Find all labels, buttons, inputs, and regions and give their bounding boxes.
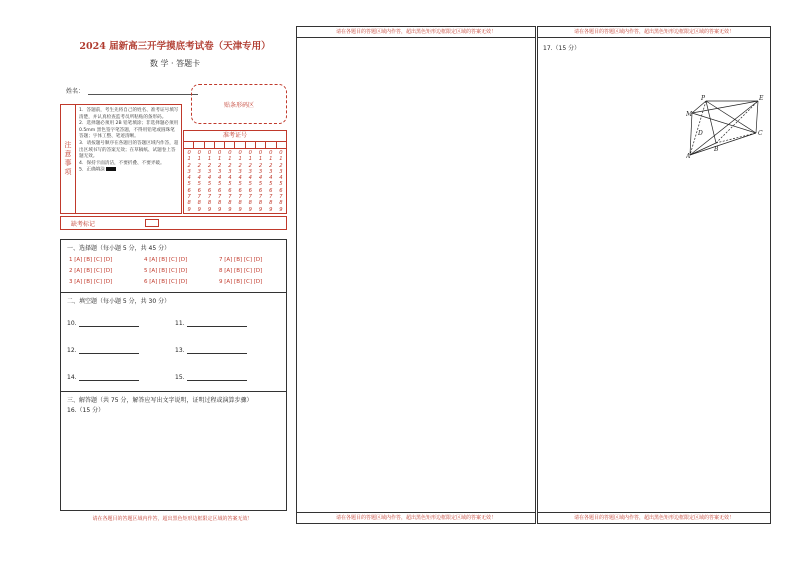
mc-question[interactable]: 6 [A] [B] [C] [D] — [144, 279, 188, 285]
digit-bubble[interactable]: 4 — [248, 175, 252, 182]
digit-bubble[interactable]: 3 — [269, 168, 273, 175]
digit-bubble[interactable]: 6 — [279, 187, 283, 194]
digit-bubble[interactable]: 9 — [218, 206, 222, 213]
digit-bubble[interactable]: 0 — [218, 150, 222, 156]
mc-question[interactable]: 5 [A] [B] [C] [D] — [144, 268, 188, 274]
digit-bubble[interactable]: 4 — [269, 175, 273, 182]
digit-bubble[interactable]: 4 — [279, 175, 283, 182]
section-choice-title: 一、选择题（每小题 5 分，共 45 分） — [67, 245, 171, 252]
digit-bubble[interactable]: 6 — [197, 187, 201, 194]
digit-bubble[interactable]: 0 — [228, 150, 232, 156]
digit-bubble[interactable]: 7 — [197, 194, 201, 201]
digit-bubble[interactable]: 3 — [258, 168, 263, 175]
exam-number-column[interactable] — [266, 150, 276, 213]
digit-bubble[interactable]: 1 — [218, 156, 222, 163]
section-solution[interactable] — [60, 391, 287, 511]
absent-mark-row — [60, 216, 287, 230]
digit-bubble[interactable]: 5 — [248, 181, 252, 188]
digit-bubble[interactable]: 2 — [218, 162, 222, 169]
barcode-label: 贴条形码区 — [223, 101, 254, 109]
digit-bubble[interactable]: 2 — [238, 162, 242, 169]
fill-number: 12. — [67, 347, 77, 354]
fill-question-10[interactable] — [67, 320, 139, 327]
digit-bubble[interactable]: 1 — [269, 156, 273, 163]
digit-bubble[interactable]: 6 — [207, 187, 212, 194]
digit-bubble[interactable]: 6 — [258, 187, 263, 194]
digit-bubble[interactable]: 4 — [258, 175, 263, 182]
digit-bubble[interactable]: 8 — [238, 200, 242, 207]
digit-bubble[interactable]: 1 — [207, 156, 212, 163]
digit-bubble[interactable]: 6 — [238, 187, 242, 194]
exam-number-write-boxes[interactable] — [184, 141, 286, 149]
fill-number: 13. — [175, 347, 185, 354]
digit-bubble[interactable]: 7 — [218, 194, 222, 201]
digit-bubble[interactable]: 4 — [207, 175, 212, 182]
digit-bubble[interactable]: 5 — [218, 181, 222, 188]
exam-number-column[interactable] — [194, 150, 204, 213]
note-item: 1．答题前，考生先将自己的姓名、准考证号填写清楚，并认真检查监考员所粘贴的条形码。 — [79, 108, 179, 120]
panel-banner-bottom: 请在各题目的答题区域内作答，超出黑色矩形边框限定区域的答案无效！ — [297, 512, 535, 523]
digit-bubble[interactable]: 8 — [258, 200, 263, 207]
digit-bubble[interactable]: 3 — [228, 168, 232, 175]
exam-number-column[interactable] — [184, 150, 194, 213]
digit-bubble[interactable]: 3 — [197, 168, 201, 175]
digit-bubble[interactable]: 7 — [258, 194, 263, 201]
digit-bubble[interactable]: 7 — [228, 194, 232, 201]
note-item: 2．选择题必须用 2B 铅笔填涂；非选择题必须用 0.5mm 黑色签字笔答题，不得用铅笔或圆珠笔答题；字体工整、笔迹清晰。 — [79, 121, 179, 140]
digit-bubble[interactable]: 7 — [207, 194, 212, 201]
digit-bubble[interactable]: 4 — [238, 175, 242, 182]
digit-bubble[interactable]: 3 — [238, 168, 242, 175]
point-label: P — [701, 95, 706, 102]
digit-bubble[interactable]: 7 — [269, 194, 273, 201]
fill-number: 10. — [67, 320, 77, 327]
digit-bubble[interactable]: 9 — [238, 206, 242, 213]
digit-bubble[interactable]: 7 — [187, 194, 191, 201]
point-label: M — [686, 111, 693, 118]
mc-question[interactable]: 1 [A] [B] [C] [D] — [69, 257, 113, 263]
barcode-area — [191, 84, 287, 124]
name-field[interactable] — [88, 88, 198, 95]
digit-bubble[interactable]: 0 — [269, 150, 273, 156]
digit-bubble[interactable]: 2 — [197, 162, 201, 169]
notes-box — [60, 104, 182, 214]
mc-question[interactable]: 8 [A] [B] [C] [D] — [219, 268, 263, 274]
mc-question[interactable]: 7 [A] [B] [C] [D] — [219, 257, 263, 263]
panel-banner-bottom: 请在各题目的答题区域内作答，超出黑色矩形边框限定区域的答案无效！ — [538, 512, 770, 523]
digit-bubble[interactable]: 6 — [269, 187, 273, 194]
digit-bubble[interactable]: 7 — [238, 194, 242, 201]
mc-question[interactable]: 4 [A] [B] [C] [D] — [144, 257, 188, 263]
notes-list — [79, 108, 179, 174]
digit-bubble[interactable]: 1 — [197, 156, 201, 163]
section-fill — [60, 292, 287, 392]
exam-number-column[interactable] — [255, 150, 265, 213]
fill-question-11[interactable] — [175, 320, 247, 327]
digit-bubble[interactable]: 6 — [248, 187, 252, 194]
digit-bubble[interactable]: 2 — [228, 162, 232, 169]
digit-bubble[interactable]: 8 — [228, 200, 232, 207]
digit-bubble[interactable]: 6 — [228, 187, 232, 194]
digit-bubble[interactable]: 8 — [279, 200, 283, 207]
exam-number-column[interactable] — [235, 150, 245, 213]
digit-bubble[interactable]: 7 — [248, 194, 252, 201]
footer-banner-left: 请在各题目的答题区域内作答，超出黑色矩形边框限定区域的答案无效！ — [92, 516, 253, 522]
digit-bubble[interactable]: 0 — [187, 150, 191, 156]
digit-bubble[interactable]: 9 — [187, 206, 191, 213]
note-item: 5．正确填涂 — [79, 167, 105, 173]
page-title: 2024 届新高三开学摸底考试卷（天津专用） — [79, 41, 271, 52]
digit-bubble[interactable]: 5 — [279, 181, 283, 188]
digit-bubble[interactable]: 1 — [228, 156, 232, 163]
digit-bubble[interactable]: 3 — [187, 168, 191, 175]
exam-number-column[interactable] — [276, 150, 286, 213]
notes-heading: 注意事项 — [61, 105, 76, 213]
digit-bubble[interactable]: 4 — [187, 175, 191, 182]
name-label: 姓名： — [66, 88, 85, 95]
digit-bubble[interactable]: 5 — [269, 181, 273, 188]
digit-bubble[interactable]: 1 — [187, 156, 191, 163]
digit-bubble[interactable]: 0 — [238, 150, 242, 156]
exam-number-column[interactable] — [204, 150, 214, 213]
digit-bubble[interactable]: 7 — [279, 194, 283, 201]
fill-number: 15. — [175, 374, 185, 381]
fill-question-14[interactable] — [67, 374, 139, 381]
panel-banner-top: 请在各题目的答题区域内作答，超出黑色矩形边框限定区域的答案无效！ — [538, 27, 770, 38]
digit-bubble[interactable]: 9 — [228, 206, 232, 213]
point-label: B — [714, 146, 719, 153]
exam-number-bubbles[interactable] — [184, 150, 286, 213]
digit-bubble[interactable]: 2 — [248, 162, 252, 169]
digit-bubble[interactable]: 5 — [228, 181, 232, 188]
panel-banner-top: 请在各题目的答题区域内作答，超出黑色矩形边框限定区域的答案无效！ — [297, 27, 535, 38]
fill-question-15[interactable] — [175, 374, 247, 381]
q16-label: 16.（15 分） — [67, 407, 105, 414]
digit-bubble[interactable]: 1 — [248, 156, 252, 163]
mc-question[interactable]: 3 [A] [B] [C] [D] — [69, 279, 113, 285]
digit-bubble[interactable]: 5 — [187, 181, 191, 188]
digit-bubble[interactable]: 0 — [279, 150, 283, 156]
digit-bubble[interactable]: 1 — [279, 156, 283, 163]
section-solution-title: 三、解答题（共 75 分，解答应写出文字说明，证明过程或演算步骤） — [67, 397, 253, 404]
exam-number-heading: 准考证号 — [184, 131, 286, 142]
digit-bubble[interactable]: 2 — [187, 162, 191, 169]
digit-bubble[interactable]: 4 — [228, 175, 232, 182]
digit-bubble[interactable]: 2 — [269, 162, 273, 169]
digit-bubble[interactable]: 8 — [269, 200, 273, 207]
digit-bubble[interactable]: 5 — [207, 181, 212, 188]
fill-sample-mark — [106, 167, 116, 171]
digit-bubble[interactable]: 5 — [197, 181, 201, 188]
digit-bubble[interactable]: 9 — [258, 206, 263, 213]
answer-panel-middle[interactable] — [296, 26, 536, 524]
section-choice — [60, 239, 287, 293]
digit-bubble[interactable]: 9 — [269, 206, 273, 213]
q17-label: 17.（15 分） — [543, 45, 581, 52]
point-label: C — [758, 130, 763, 137]
section-fill-title: 二、填空题（每小题 5 分，共 30 分） — [67, 298, 171, 305]
digit-bubble[interactable]: 1 — [238, 156, 242, 163]
point-label: A — [686, 153, 691, 159]
digit-bubble[interactable]: 2 — [258, 162, 263, 169]
digit-bubble[interactable]: 8 — [197, 200, 201, 207]
point-label: E — [759, 95, 764, 102]
fill-number: 14. — [67, 374, 77, 381]
page-subtitle: 数 学 · 答题卡 — [149, 59, 201, 68]
name-row — [66, 86, 198, 95]
digit-bubble[interactable]: 8 — [248, 200, 252, 207]
geometry-figure — [686, 67, 766, 159]
digit-bubble[interactable]: 9 — [279, 206, 283, 213]
digit-bubble[interactable]: 3 — [207, 168, 212, 175]
digit-bubble[interactable]: 3 — [218, 168, 222, 175]
fill-number: 11. — [175, 320, 185, 327]
point-label: D — [698, 130, 703, 137]
exam-number-column[interactable] — [215, 150, 225, 213]
absent-checkbox[interactable] — [145, 219, 159, 227]
answer-panel-right[interactable] — [537, 26, 771, 524]
digit-bubble[interactable]: 4 — [218, 175, 222, 182]
digit-bubble[interactable]: 0 — [258, 150, 263, 156]
digit-bubble[interactable]: 8 — [187, 200, 191, 207]
digit-bubble[interactable]: 9 — [248, 206, 252, 213]
note-item-with-sample — [79, 167, 179, 174]
mc-question[interactable]: 2 [A] [B] [C] [D] — [69, 268, 113, 274]
fill-question-13[interactable] — [175, 347, 247, 354]
digit-bubble[interactable]: 3 — [248, 168, 252, 175]
digit-bubble[interactable]: 9 — [197, 206, 201, 213]
fill-question-12[interactable] — [67, 347, 139, 354]
digit-bubble[interactable]: 0 — [248, 150, 252, 156]
digit-bubble[interactable]: 4 — [197, 175, 201, 182]
digit-bubble[interactable]: 2 — [207, 162, 212, 169]
digit-bubble[interactable]: 5 — [258, 181, 263, 188]
digit-bubble[interactable]: 0 — [197, 150, 201, 156]
digit-bubble[interactable]: 6 — [218, 187, 222, 194]
digit-bubble[interactable]: 8 — [207, 200, 212, 207]
digit-bubble[interactable]: 9 — [207, 206, 212, 213]
digit-bubble[interactable]: 5 — [238, 181, 242, 188]
absent-label: 缺考标记 — [71, 221, 96, 228]
digit-bubble[interactable]: 8 — [218, 200, 222, 207]
digit-bubble[interactable]: 6 — [187, 187, 191, 194]
mc-question[interactable]: 9 [A] [B] [C] [D] — [219, 279, 263, 285]
digit-bubble[interactable]: 1 — [258, 156, 263, 163]
note-item: 4．保持卡面清洁，不要折叠、不要弄破。 — [79, 160, 165, 166]
note-item: 3．请按题号顺序在各题目的答题区域内作答，超出区域书写的答案无效；在草稿纸、试题卷上答题无效。 — [79, 140, 179, 160]
exam-number-box — [183, 130, 287, 214]
exam-number-column[interactable] — [225, 150, 235, 213]
exam-number-column[interactable] — [245, 150, 255, 213]
digit-bubble[interactable]: 3 — [279, 168, 283, 175]
digit-bubble[interactable]: 2 — [279, 162, 283, 169]
digit-bubble[interactable]: 0 — [207, 150, 212, 156]
